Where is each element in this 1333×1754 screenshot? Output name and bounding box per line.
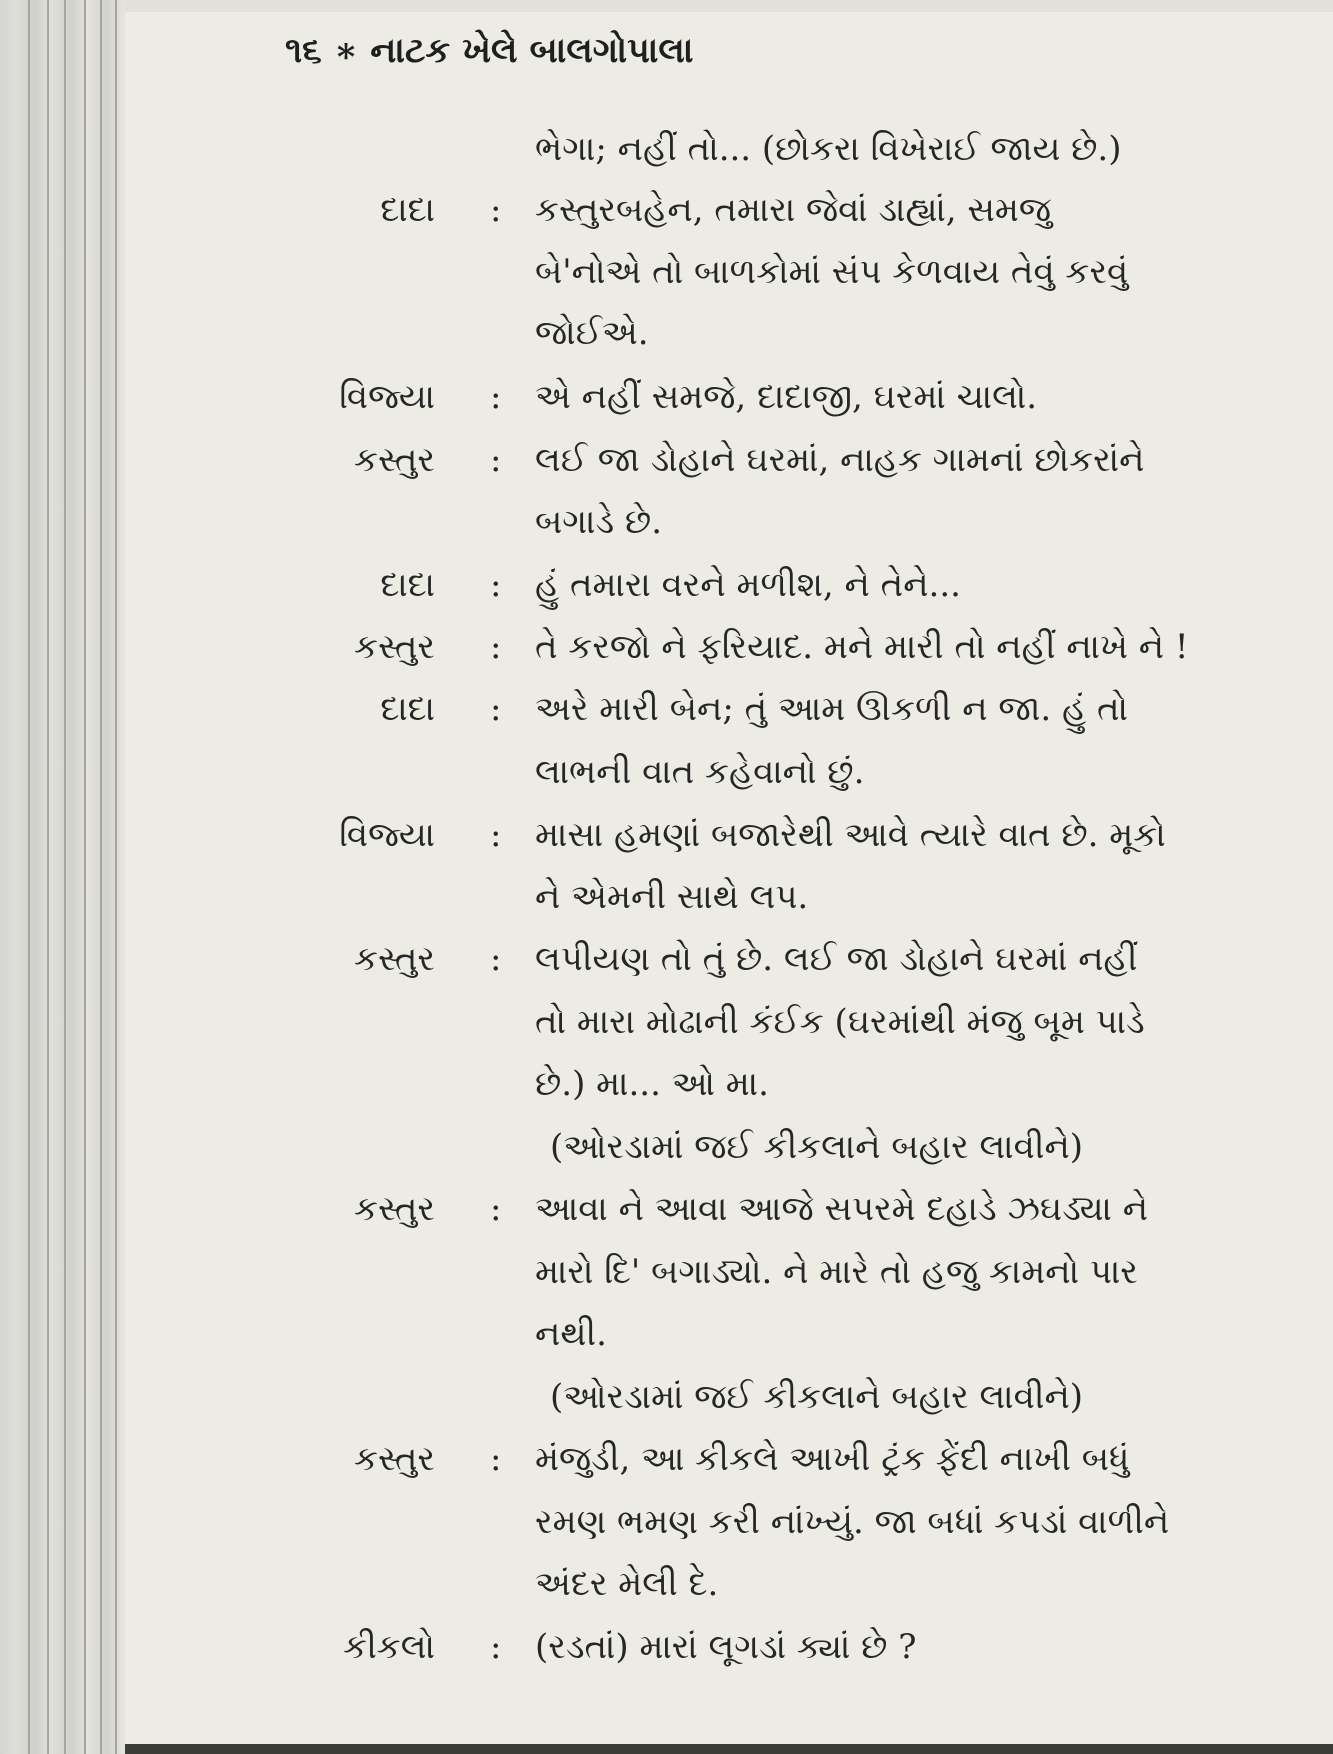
dialogue-line: હું તમારા વરને મળીશ, ને તેને... <box>535 565 961 605</box>
dialogue-line: બગાડે છે. <box>535 502 663 542</box>
dialogue-line: લઈ જા ડોહાને ઘરમાં, નાહક ગામનાં છોકરાંને <box>535 440 1145 480</box>
page-edge-line <box>115 0 117 1754</box>
speaker-colon: : <box>490 440 502 480</box>
dialogue-line: એ નહીં સમજે, દાદાજી, ઘરમાં ચાલો. <box>535 377 1038 417</box>
speaker-colon: : <box>490 1627 502 1667</box>
dialogue-line: તે કરજો ને ફરિયાદ. મને મારી તો નહીં નાખે ને ! <box>535 627 1189 667</box>
dialogue-line: જોઈએ. <box>535 313 649 353</box>
speaker-name: કસ્તુર <box>354 939 435 979</box>
dialogue-line: લપીયણ તો તું છે. લઈ જા ડોહાને ઘરમાં નહીં <box>535 939 1138 979</box>
speaker-name: વિજ્યા <box>339 815 435 855</box>
speaker-colon: : <box>490 939 502 979</box>
speaker-colon: : <box>490 1439 502 1479</box>
dialogue-line: માસા હમણાં બજારેથી આવે ત્યારે વાત છે. મૂકો <box>535 815 1166 855</box>
speaker-name: કસ્તુર <box>354 1439 435 1479</box>
speaker-name: કસ્તુર <box>354 440 435 480</box>
speaker-name: કીકલો <box>343 1627 435 1667</box>
speaker-name: કસ્તુર <box>354 627 435 667</box>
speaker-colon: : <box>490 190 502 230</box>
dialogue-line: આવા ને આવા આજે સપરમે દહાડે ઝઘડ્યા ને <box>535 1189 1149 1229</box>
dialogue-line: મારો દિ' બગાડ્યો. ને મારે તો હજુ કામનો પાર <box>535 1252 1138 1292</box>
dialogue-line: અરે મારી બેન; તું આમ ઊકળી ન જા. હું તો <box>535 689 1129 729</box>
stage-direction: (ઓરડામાં જઈ કીકલાને બહાર લાવીને) <box>550 1377 1084 1417</box>
speaker-colon: : <box>490 627 502 667</box>
speaker-colon: : <box>490 1189 502 1229</box>
dialogue-line: રમણ ભમણ કરી નાંખ્યું. જા બધાં કપડાં વાળીને <box>535 1502 1170 1542</box>
page-edge-line <box>64 0 66 1754</box>
speaker-name: દાદા <box>380 190 435 230</box>
page-header: ૧૬ ∗ નાટક ખેલે બાલગોપાલા <box>285 30 694 71</box>
dialogue-line: છે.) મા... ઓ મા. <box>535 1064 769 1104</box>
speaker-colon: : <box>490 565 502 605</box>
dialogue-line: લાભની વાત કહેવાનો છું. <box>535 752 865 792</box>
dialogue-line: નથી. <box>535 1314 607 1354</box>
speaker-name: દાદા <box>380 689 435 729</box>
speaker-name: દાદા <box>380 565 435 605</box>
dialogue-line: ને એમની સાથે લપ. <box>535 877 809 917</box>
dialogue-line: ભેગા; નહીં તો... (છોકરા વિખેરાઈ જાય છે.) <box>535 129 1122 169</box>
speaker-name: વિજ્યા <box>339 377 435 417</box>
dialogue-line: (રડતાં) મારાં લૂગડાં ક્યાં છે ? <box>535 1627 917 1667</box>
page-top-edge <box>125 0 1333 12</box>
dialogue-line: અંદર મેલી દે. <box>535 1564 719 1604</box>
page-edge-line <box>47 0 49 1754</box>
speaker-colon: : <box>490 815 502 855</box>
dialogue-line: તો મારા મોઢાની કંઈક (ઘરમાંથી મંજુ બૂમ પાડે <box>535 1002 1145 1042</box>
page-bottom-edge <box>125 1744 1333 1754</box>
stage-direction: (ઓરડામાં જઈ કીકલાને બહાર લાવીને) <box>550 1127 1084 1167</box>
speaker-colon: : <box>490 689 502 729</box>
dialogue-line: કસ્તુરબહેન, તમારા જેવાં ડાહ્યાં, સમજુ <box>535 190 1052 230</box>
book-page-edges <box>0 0 125 1754</box>
dialogue-line: બે'નોએ તો બાળકોમાં સંપ કેળવાય તેવું કરવું <box>535 252 1129 292</box>
dialogue-line: મંજુડી, આ કીકલે આખી ટ્રંક ફેંદી નાખી બધું <box>535 1439 1130 1479</box>
page-edge-line <box>100 0 102 1754</box>
page-edge-line <box>28 0 30 1754</box>
book-page <box>125 0 1333 1754</box>
page-edge-line <box>84 0 86 1754</box>
speaker-colon: : <box>490 377 502 417</box>
speaker-name: કસ્તુર <box>354 1189 435 1229</box>
